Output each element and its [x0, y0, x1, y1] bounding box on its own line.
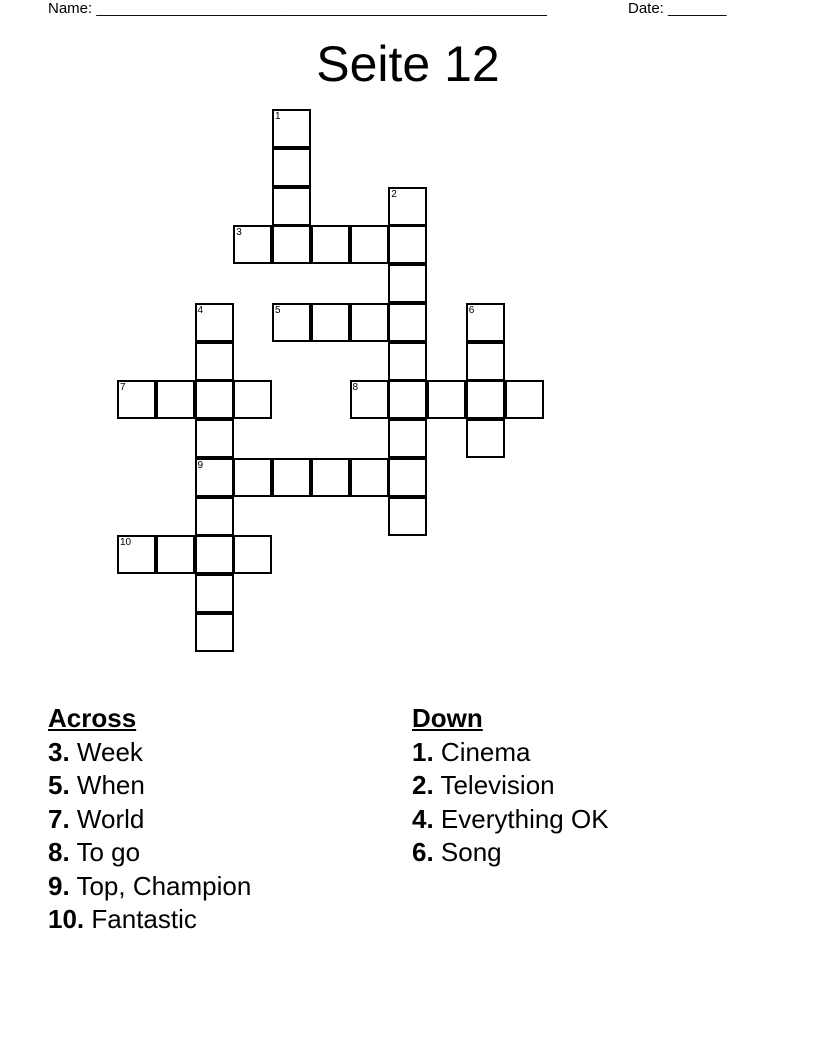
grid-cell[interactable]: [388, 187, 427, 226]
cell-number: 9: [197, 459, 204, 471]
clue-number: 7.: [48, 803, 70, 834]
clue-item: [48, 903, 251, 937]
grid-cell[interactable]: [350, 458, 389, 497]
grid-cell[interactable]: [117, 380, 156, 419]
cell-number: 8: [352, 382, 359, 394]
cell-number: 4: [197, 304, 204, 316]
grid-cell[interactable]: [272, 458, 311, 497]
clue-number: 3.: [48, 736, 70, 767]
grid-cell[interactable]: [466, 419, 505, 458]
grid-cell[interactable]: [195, 380, 234, 419]
grid-cell[interactable]: [272, 148, 311, 187]
grid-cell[interactable]: [466, 380, 505, 419]
clue-number: 6.: [412, 837, 434, 867]
grid-cell[interactable]: [195, 613, 234, 652]
grid-cell[interactable]: [311, 225, 350, 264]
clue-text: Top, Champion: [76, 870, 252, 901]
grid-cell[interactable]: [466, 303, 505, 342]
grid-cell[interactable]: [233, 225, 272, 264]
clue-text: World: [76, 803, 145, 834]
grid-cell[interactable]: [195, 342, 234, 381]
grid-cell[interactable]: [388, 419, 427, 458]
clue-text: Week: [76, 736, 143, 767]
down-heading: Down: [412, 703, 483, 733]
grid-cell[interactable]: [195, 458, 234, 497]
cell-number: 10: [120, 537, 132, 549]
grid-cell[interactable]: [388, 342, 427, 381]
clue-text: Fantastic: [91, 904, 197, 934]
grid-cell[interactable]: [388, 380, 427, 419]
clue-text: Everything OK: [440, 803, 609, 834]
cell-number: 1: [275, 111, 281, 122]
grid-cell[interactable]: [272, 187, 311, 226]
clue-item: [412, 803, 609, 837]
grid-cell[interactable]: [195, 574, 234, 613]
grid-cell[interactable]: [156, 380, 195, 419]
clue-number: 2.: [412, 770, 434, 800]
grid-cell[interactable]: [311, 458, 350, 497]
cell-number: 6: [468, 304, 475, 316]
cell-number: 3: [236, 227, 242, 239]
clue-item: [48, 870, 251, 904]
page-title: Seite 12: [316, 36, 500, 92]
grid-cell[interactable]: [505, 380, 544, 419]
grid-cell[interactable]: [195, 497, 234, 536]
across-clues: [48, 702, 251, 937]
clue-text: Television: [440, 770, 555, 800]
clue-item: [48, 803, 251, 837]
clue-text: Song: [440, 837, 502, 867]
clue-number: 5.: [48, 770, 70, 800]
clue-number: 4.: [412, 803, 434, 834]
grid-cell[interactable]: [233, 380, 272, 419]
grid-cell[interactable]: [388, 303, 427, 342]
grid-cell[interactable]: [350, 380, 389, 419]
grid-cell[interactable]: [195, 419, 234, 458]
grid-cell[interactable]: [388, 264, 427, 303]
grid-cell[interactable]: [466, 342, 505, 381]
clue-item: [48, 736, 251, 770]
grid-cell[interactable]: [388, 458, 427, 497]
clue-text: When: [76, 770, 145, 800]
clue-item: [412, 836, 609, 870]
grid-cell[interactable]: [195, 303, 234, 342]
grid-cell[interactable]: [388, 225, 427, 264]
grid-cell[interactable]: [156, 535, 195, 574]
cell-number: 5: [275, 304, 281, 316]
grid-cell[interactable]: [117, 535, 156, 574]
clue-number: 9.: [48, 870, 70, 901]
grid-cell[interactable]: [427, 380, 466, 419]
grid-cell[interactable]: [388, 497, 427, 536]
clue-text: Cinema: [440, 736, 531, 767]
clue-number: 8.: [48, 837, 70, 867]
grid-cell[interactable]: [272, 303, 311, 342]
clue-number: 1.: [412, 736, 434, 767]
grid-cell[interactable]: [195, 535, 234, 574]
clue-item: [412, 769, 609, 803]
grid-cell[interactable]: [233, 535, 272, 574]
date-field-label: Date: _______: [628, 0, 727, 17]
clue-item: [412, 736, 609, 770]
clue-number: 10.: [48, 904, 85, 934]
cell-number: 7: [120, 382, 126, 394]
grid-cell[interactable]: [272, 225, 311, 264]
cell-number: 2: [391, 188, 397, 200]
down-clues: [412, 702, 609, 870]
grid-cell[interactable]: [311, 303, 350, 342]
grid-cell[interactable]: [350, 225, 389, 264]
name-field-label: Name: ______________________________________________________: [48, 0, 547, 17]
clue-text: To go: [76, 837, 141, 867]
grid-cell[interactable]: [272, 109, 311, 148]
clue-item: [48, 836, 251, 870]
grid-cell[interactable]: [233, 458, 272, 497]
clue-item: [48, 769, 251, 803]
across-heading: Across: [48, 703, 137, 733]
grid-cell[interactable]: [350, 303, 389, 342]
